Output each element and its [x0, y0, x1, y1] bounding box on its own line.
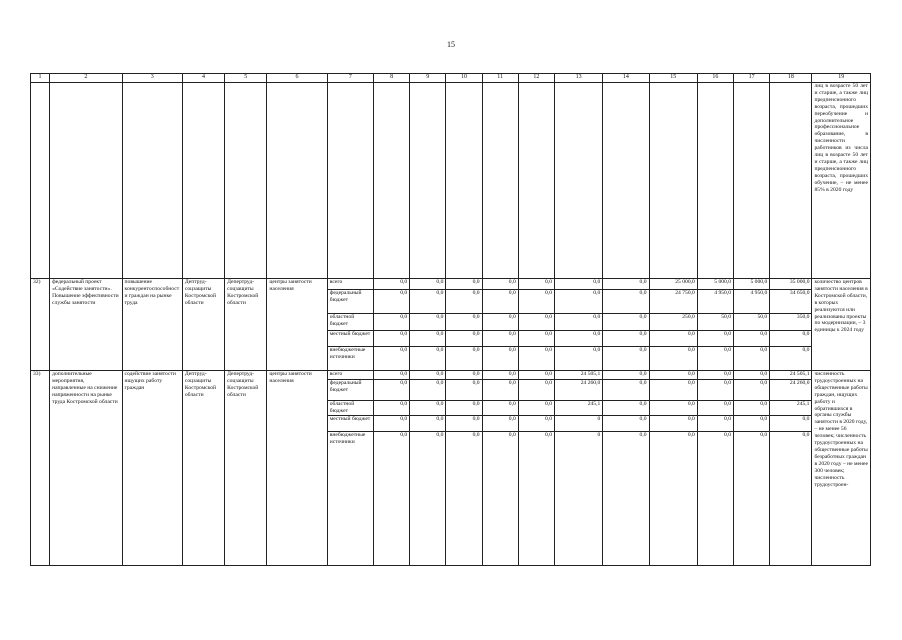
row-number: 33) — [31, 371, 50, 566]
value-cell: 0,0 — [603, 371, 649, 380]
value-cell: 0,0 — [518, 371, 554, 380]
col-header: 5 — [225, 74, 267, 83]
value-cell: 0,0 — [410, 314, 446, 331]
value-cell: 0 — [555, 432, 603, 566]
value-cell: 24 750,0 — [649, 290, 697, 314]
value-cell: 0,0 — [446, 416, 482, 432]
program-activities-table — [30, 73, 871, 566]
value-cell: 0,0 — [373, 279, 409, 290]
value-cell: 0,0 — [373, 290, 409, 314]
value-cell: 0,0 — [446, 331, 482, 347]
value-cell: 0,0 — [518, 314, 554, 331]
value-cell: 0,0 — [518, 401, 554, 416]
value-cell: 0,0 — [410, 371, 446, 380]
value-cell: 350,0 — [770, 314, 812, 331]
value-cell: 0,0 — [446, 279, 482, 290]
value-cell: 34 650,0 — [770, 290, 812, 314]
value-cell: 0,0 — [697, 371, 733, 380]
funding-source: местный бюджет — [327, 416, 373, 432]
value-cell: 0,0 — [373, 371, 409, 380]
value-cell: 0,0 — [734, 380, 770, 401]
value-cell: 0,0 — [410, 401, 446, 416]
funding-source: федеральный бюджет — [327, 380, 373, 401]
value-cell: 0,0 — [734, 401, 770, 416]
co-executor: Депертруд-соцзащиты Костромской области — [225, 371, 267, 566]
funding-source: внебюджетные источники — [327, 432, 373, 566]
indicator-text: лиц в возрасте 50 лет и старше, а также лиц предпенсионного возраста, прошедших переобучение и дополнительное профессиональное образование, в численности работников из числа лиц в возрасте 50 лет и старше, а также лиц предпенсионного возраста, прошедших обучение, – не менее 85% в 2020 году — [812, 83, 871, 279]
table-row — [31, 279, 871, 290]
value-cell: 0,0 — [770, 331, 812, 347]
continuation-row — [31, 83, 871, 279]
activity-goal: повышение конкурентоспособности граждан на рынке труда — [122, 279, 182, 371]
value-cell: 0,0 — [482, 416, 518, 432]
col-header: 10 — [446, 74, 482, 83]
col-header: 8 — [373, 74, 409, 83]
value-cell: 0,0 — [697, 416, 733, 432]
column-number-header — [31, 74, 871, 83]
value-cell: 0,0 — [697, 432, 733, 566]
page-number: 15 — [447, 40, 455, 49]
row-number: 32) — [31, 279, 50, 371]
co-executor: Депертруд-соцзащиты Костромской области — [225, 279, 267, 371]
value-cell: 0 — [555, 416, 603, 432]
participants: центры занятости населения — [267, 279, 327, 371]
col-header: 17 — [734, 74, 770, 83]
value-cell: 0,0 — [555, 290, 603, 314]
value-cell: 0,0 — [603, 279, 649, 290]
funding-source: областной бюджет — [327, 314, 373, 331]
value-cell: 0,0 — [518, 290, 554, 314]
activity-name: дополнительные мероприятия, направленные на снижение напряженности на рынке труда Костромской области — [50, 371, 122, 566]
value-cell: 0,0 — [373, 314, 409, 331]
value-cell: 0,0 — [373, 347, 409, 371]
value-cell: 0,0 — [518, 331, 554, 347]
value-cell: 0,0 — [482, 432, 518, 566]
col-header: 3 — [122, 74, 182, 83]
value-cell: 0,0 — [482, 331, 518, 347]
value-cell: 0,0 — [446, 371, 482, 380]
funding-source: местный бюджет — [327, 331, 373, 347]
value-cell: 245,1 — [770, 401, 812, 416]
value-cell: 0,0 — [697, 380, 733, 401]
value-cell: 250,0 — [649, 314, 697, 331]
col-header: 2 — [50, 74, 122, 83]
responsible-executor: Дептруд-соцзащиты Костромской области — [182, 279, 224, 371]
value-cell: 0,0 — [734, 371, 770, 380]
target-indicator: численность трудоустроенных на общественные работы граждан, ищущих работу и обратившихся в органы службы занятости в 2020 году, – не менее 56 человек; численность трудоустроенных на общественные работы безработных граждан в 2020 году – не менее 300 человек; численность трудоустроен- — [812, 371, 871, 566]
value-cell: 0,0 — [410, 380, 446, 401]
value-cell: 24 260,0 — [770, 380, 812, 401]
funding-source: федеральный бюджет — [327, 290, 373, 314]
value-cell: 5 000,0 — [697, 279, 733, 290]
value-cell: 0,0 — [482, 380, 518, 401]
value-cell: 0,0 — [734, 347, 770, 371]
value-cell: 0,0 — [373, 380, 409, 401]
value-cell: 0,0 — [603, 314, 649, 331]
value-cell: 50,0 — [734, 314, 770, 331]
funding-source: внебюджетные источники — [327, 347, 373, 371]
value-cell: 0,0 — [734, 331, 770, 347]
responsible-executor: Дептруд-соцзащиты Костромской области — [182, 371, 224, 566]
value-cell: 0,0 — [649, 401, 697, 416]
value-cell: 4 950,0 — [697, 290, 733, 314]
col-header: 18 — [770, 74, 812, 83]
target-indicator: количество центров занятости населения в Костромской области, в которых реализуются или реализованы проекты по модернизации, – 3 единицы к 2024 году — [812, 279, 871, 371]
value-cell: 4 950,0 — [734, 290, 770, 314]
value-cell: 0,0 — [770, 416, 812, 432]
value-cell: 0,0 — [518, 416, 554, 432]
value-cell: 0,0 — [410, 290, 446, 314]
value-cell: 0,0 — [734, 432, 770, 566]
value-cell: 0,0 — [649, 331, 697, 347]
table-row — [31, 371, 871, 380]
value-cell: 0,0 — [555, 279, 603, 290]
value-cell: 245,1 — [555, 401, 603, 416]
value-cell: 0,0 — [482, 279, 518, 290]
activity-name: федеральный проект «Содействие занятости». Повышение эффективности службы занятости — [50, 279, 122, 371]
col-header: 4 — [182, 74, 224, 83]
value-cell: 0,0 — [697, 401, 733, 416]
value-cell: 0,0 — [518, 347, 554, 371]
value-cell: 0,0 — [482, 290, 518, 314]
col-header: 1 — [31, 74, 50, 83]
value-cell: 0,0 — [410, 331, 446, 347]
value-cell: 5 000,0 — [734, 279, 770, 290]
col-header: 13 — [555, 74, 603, 83]
value-cell: 24 260,0 — [555, 380, 603, 401]
funding-source: всего — [327, 371, 373, 380]
value-cell: 0,0 — [446, 290, 482, 314]
value-cell: 0,0 — [697, 347, 733, 371]
col-header: 12 — [518, 74, 554, 83]
value-cell: 0,0 — [410, 432, 446, 566]
value-cell: 0,0 — [649, 371, 697, 380]
value-cell: 0,0 — [446, 314, 482, 331]
value-cell: 0,0 — [649, 347, 697, 371]
value-cell: 0,0 — [373, 432, 409, 566]
value-cell: 35 000,0 — [770, 279, 812, 290]
value-cell: 0,0 — [373, 401, 409, 416]
activity-goal: содействие занятости ищущих работу граждан — [122, 371, 182, 566]
value-cell: 0,0 — [603, 331, 649, 347]
value-cell: 0,0 — [446, 401, 482, 416]
value-cell: 0,0 — [603, 432, 649, 566]
value-cell: 0,0 — [482, 347, 518, 371]
value-cell: 0,0 — [770, 432, 812, 566]
col-header: 16 — [697, 74, 733, 83]
value-cell: 0,0 — [482, 371, 518, 380]
value-cell: 50,0 — [697, 314, 733, 331]
col-header: 14 — [603, 74, 649, 83]
value-cell: 0,0 — [410, 416, 446, 432]
value-cell: 24 505,1 — [555, 371, 603, 380]
col-header: 19 — [812, 74, 871, 83]
value-cell: 0,0 — [603, 380, 649, 401]
value-cell: 0,0 — [373, 416, 409, 432]
value-cell: 0,0 — [373, 331, 409, 347]
value-cell: 0,0 — [410, 279, 446, 290]
participants: центры занятости населения — [267, 371, 327, 566]
col-header: 11 — [482, 74, 518, 83]
col-header: 9 — [410, 74, 446, 83]
value-cell: 0,0 — [734, 416, 770, 432]
funding-source: всего — [327, 279, 373, 290]
value-cell: 0,0 — [603, 347, 649, 371]
value-cell: 0,0 — [603, 401, 649, 416]
value-cell: 0,0 — [555, 331, 603, 347]
value-cell: 0,0 — [697, 331, 733, 347]
value-cell: 0,0 — [649, 380, 697, 401]
value-cell: 0,0 — [770, 347, 812, 371]
col-header: 7 — [327, 74, 373, 83]
value-cell: 0,0 — [555, 314, 603, 331]
value-cell: 0,0 — [482, 401, 518, 416]
value-cell: 0,0 — [518, 279, 554, 290]
value-cell: 0,0 — [555, 347, 603, 371]
value-cell: 0,0 — [603, 416, 649, 432]
value-cell: 24 505,1 — [770, 371, 812, 380]
value-cell: 0,0 — [446, 432, 482, 566]
value-cell: 25 000,0 — [649, 279, 697, 290]
value-cell: 0,0 — [446, 347, 482, 371]
value-cell: 0,0 — [649, 432, 697, 566]
col-header: 6 — [267, 74, 327, 83]
funding-source: областной бюджет — [327, 401, 373, 416]
col-header: 15 — [649, 74, 697, 83]
value-cell: 0,0 — [518, 432, 554, 566]
value-cell: 0,0 — [482, 314, 518, 331]
value-cell: 0,0 — [410, 347, 446, 371]
value-cell: 0,0 — [518, 380, 554, 401]
value-cell: 0,0 — [649, 416, 697, 432]
value-cell: 0,0 — [603, 290, 649, 314]
value-cell: 0,0 — [446, 380, 482, 401]
